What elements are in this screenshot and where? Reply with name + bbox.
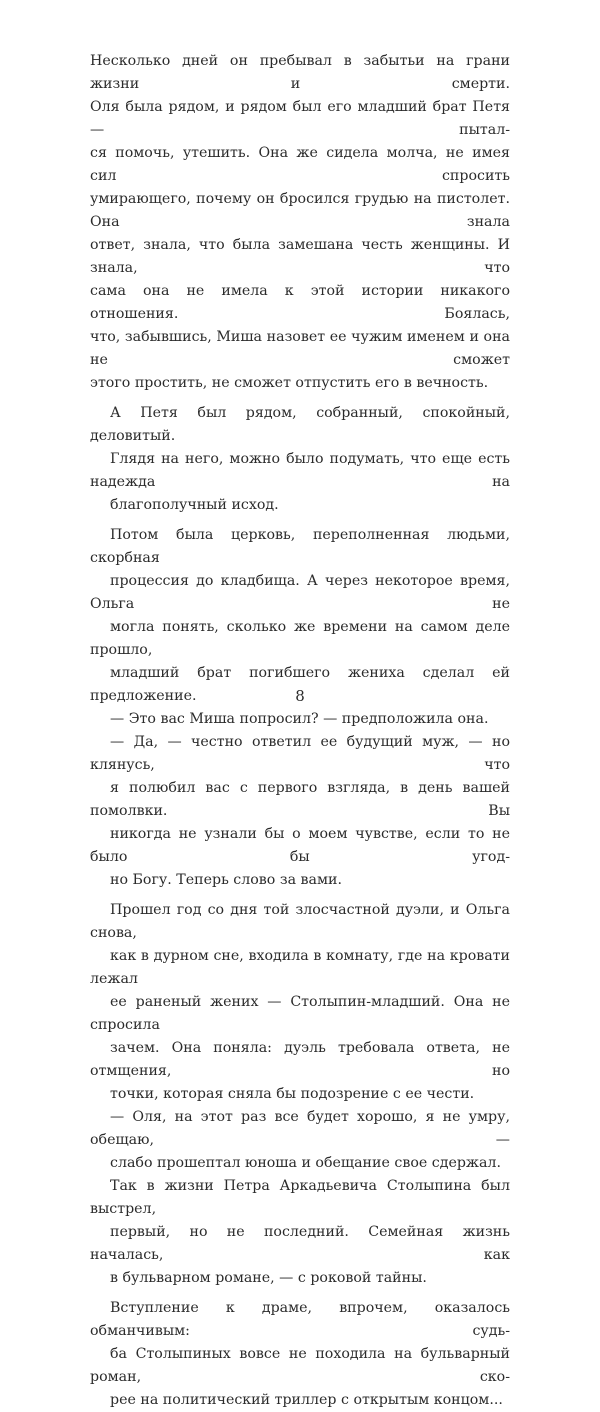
text-line: младший брат погибшего жениха сделал ей предложение. xyxy=(90,665,510,704)
text-line: как в дурном сне, входила в комнату, где на кровати лежал xyxy=(90,948,510,987)
text-line: — Да, — честно ответил ее будущий муж, — но клянусь, что xyxy=(90,734,510,773)
text-line: сама она не имела к этой истории никакого отношения. Боялась, xyxy=(90,283,510,322)
paragraph-4 xyxy=(90,708,510,731)
text-line: Глядя на него, можно было подумать, что еще есть надежда на xyxy=(90,451,510,490)
text-line: но Богу. Теперь слово за вами. xyxy=(110,872,342,888)
text-line: никогда не узнали бы о моем чувстве, если то не было бы угод- xyxy=(90,826,510,865)
text-line: благополучный исход. xyxy=(110,497,279,513)
page-number: 8 xyxy=(295,687,305,705)
text-line: могла понять, сколько же времени на самом деле прошло, xyxy=(90,619,510,658)
page-body xyxy=(90,50,510,1412)
text-line: этого простить, не сможет отпустить его в вечность. xyxy=(90,375,489,391)
text-line: Так в жизни Петра Аркадьевича Столыпина был выстрел, xyxy=(90,1178,510,1217)
paragraph-6 xyxy=(90,899,510,1106)
text-line: рее на политический триллер с открытым концом... xyxy=(110,1392,503,1408)
paragraph-5 xyxy=(90,731,510,892)
text-line: первый, но не последний. Семейная жизнь началась, как xyxy=(90,1224,510,1263)
text-line: зачем. Она поняла: дуэль требовала ответа, не отмщения, но xyxy=(90,1040,510,1079)
text-line: Оля была рядом, и рядом был его младший брат Петя — пытал- xyxy=(90,99,510,138)
text-line: ся помочь, утешить. Она же сидела молча, не имея сил спросить xyxy=(90,145,510,184)
text-line: А Петя был рядом, собранный, спокойный, деловитый. xyxy=(90,405,510,444)
text-line: Вступление к драме, впрочем, оказалось обманчивым: судь- xyxy=(90,1300,510,1339)
text-line: я полюбил вас с первого взгляда, в день вашей помолвки. Вы xyxy=(90,780,510,819)
text-line: — Оля, на этот раз все будет хорошо, я не умру, обещаю, — xyxy=(90,1109,510,1148)
paragraph-2 xyxy=(90,402,510,517)
paragraph-9 xyxy=(90,1297,510,1412)
text-line: Несколько дней он пребывал в забытьи на грани жизни и смерти. xyxy=(90,53,510,92)
text-line: что, забывшись, Миша назовет ее чужим именем и она не сможет xyxy=(90,329,510,368)
text-line: Потом была церковь, переполненная людьми, скорбная xyxy=(90,527,510,566)
text-line: ее раненый жених — Столыпин-младший. Она не спросила xyxy=(90,994,510,1033)
text-line: — Это вас Миша попросил? — предположила она. xyxy=(110,711,489,727)
paragraph-1 xyxy=(90,50,510,395)
text-line: ответ, знала, что была замешана честь женщины. И знала, что xyxy=(90,237,510,276)
text-line: точки, которая сняла бы подозрение с ее чести. xyxy=(110,1086,475,1102)
text-line: в бульварном романе, — с роковой тайны. xyxy=(110,1270,427,1286)
paragraph-8 xyxy=(90,1175,510,1290)
paragraph-3 xyxy=(90,524,510,708)
text-line: ба Столыпиных вовсе не походила на бульварный роман, ско- xyxy=(90,1346,510,1385)
text-line: слабо прошептал юноша и обещание свое сдержал. xyxy=(110,1155,501,1171)
paragraph-7 xyxy=(90,1106,510,1175)
text-line: умирающего, почему он бросился грудью на пистолет. Она знала xyxy=(90,191,510,230)
text-line: Прошел год со дня той злосчастной дуэли, и Ольга снова, xyxy=(90,902,510,941)
text-line: процессия до кладбища. А через некоторое время, Ольга не xyxy=(90,573,510,612)
